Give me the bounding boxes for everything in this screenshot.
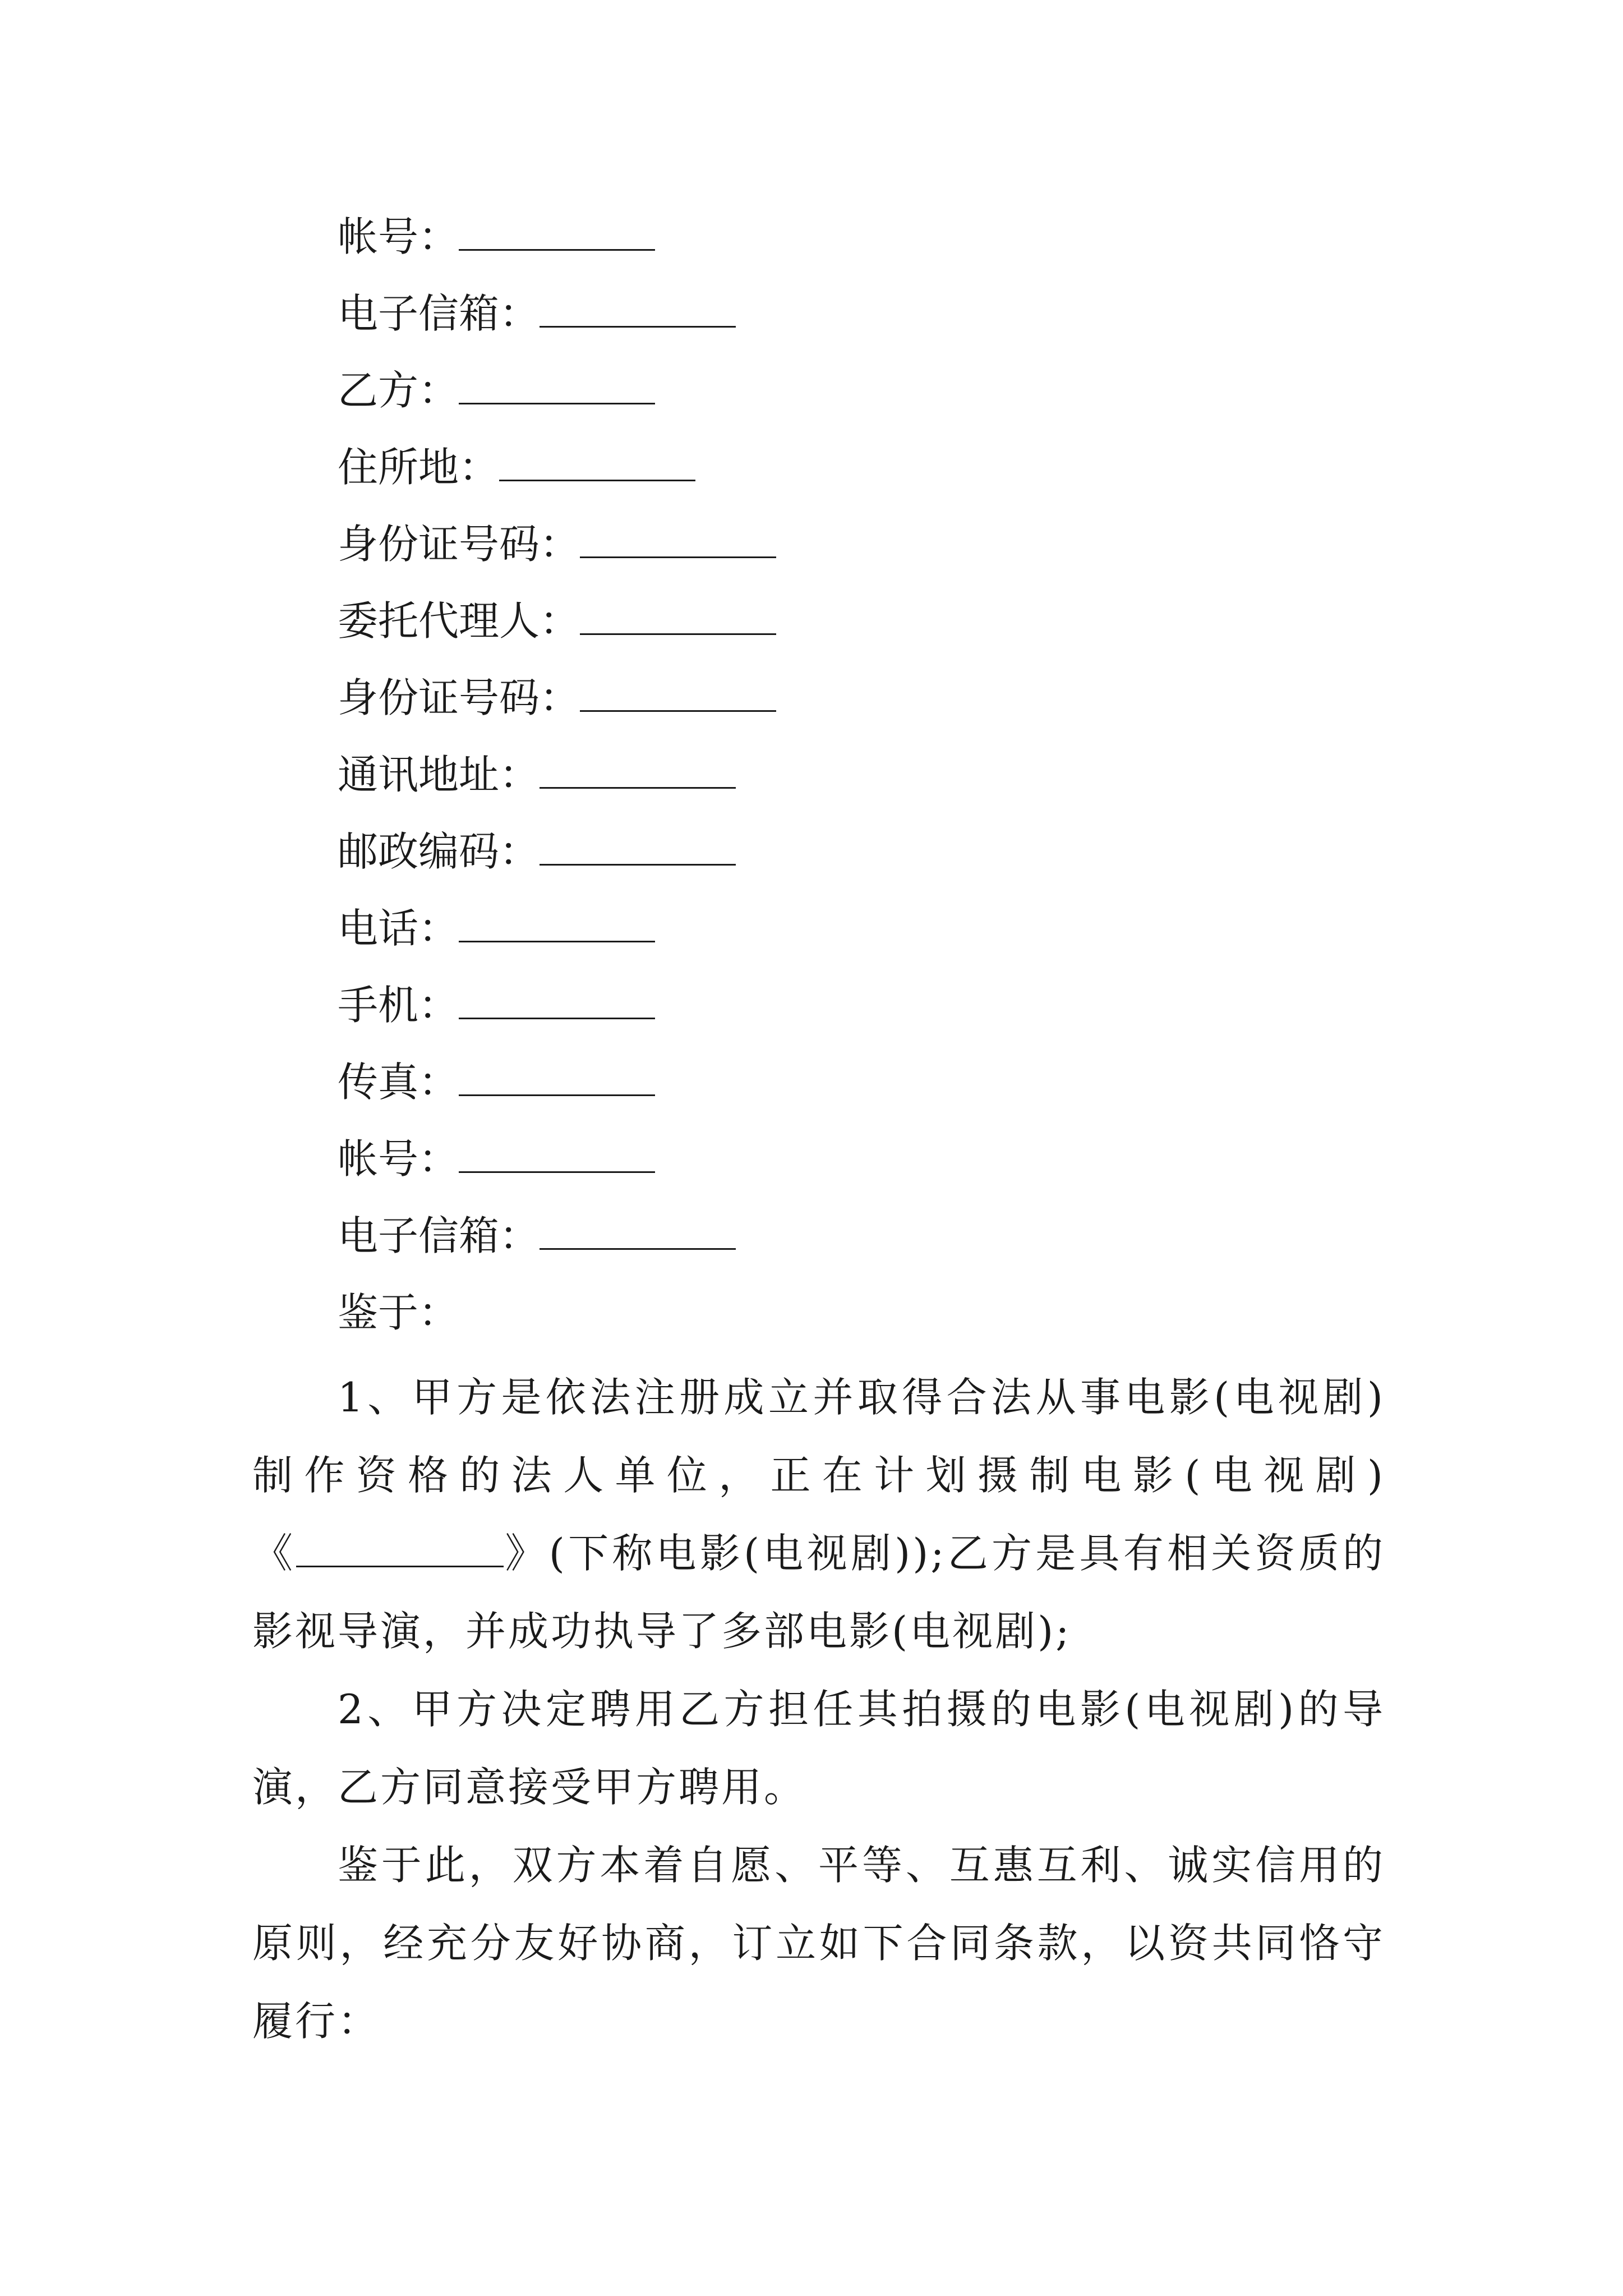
field-phone (338, 900, 655, 956)
field-label: 电子信箱： (338, 290, 540, 337)
field-account-2 (338, 1131, 655, 1187)
book-title-open: 《 (252, 1530, 297, 1577)
clause-2 (252, 1671, 1385, 1826)
field-label: 通讯地址： (338, 751, 540, 798)
fill-in-blank[interactable] (459, 1138, 655, 1173)
fill-in-blank[interactable] (459, 215, 655, 251)
fill-in-blank[interactable] (580, 523, 776, 558)
field-label: 身份证号码： (338, 674, 580, 721)
field-label: 乙方： (338, 367, 459, 414)
clause-2-line-1: 2、甲方决定聘用乙方担任其拍摄的电影(电视剧)的导 (338, 1686, 1385, 1733)
conclusion-line-1: 鉴于此，双方本着自愿、平等、互惠互利、诚实信用的 (338, 1842, 1385, 1889)
fill-in-blank[interactable] (580, 677, 776, 712)
field-mailing-address (338, 747, 736, 803)
fill-in-blank[interactable] (580, 600, 776, 635)
whereas-heading (338, 1285, 459, 1341)
fill-in-blank[interactable] (540, 1214, 736, 1250)
field-email-1 (338, 286, 736, 342)
field-fax (338, 1054, 655, 1110)
field-party-b (338, 362, 655, 418)
conclusion (252, 1826, 1385, 2060)
field-postal-code (338, 823, 736, 880)
clause-1-line-2: 制作资格的法人单位，正在计划摄制电影(电视剧) (252, 1452, 1385, 1499)
clause-1-line-1: 1、甲方是依法注册成立并取得合法从事电影(电视剧) (338, 1374, 1385, 1421)
field-id-number-1 (338, 516, 776, 572)
field-label: 住所地： (338, 444, 500, 491)
field-label: 帐号： (338, 213, 459, 260)
fill-in-blank[interactable] (540, 292, 736, 328)
fill-in-blank[interactable] (459, 1061, 655, 1096)
fill-in-blank[interactable] (459, 984, 655, 1019)
field-email-2 (338, 1208, 736, 1264)
field-account-1 (338, 209, 655, 265)
whereas-label: 鉴于： (338, 1289, 459, 1336)
field-label: 手机： (338, 982, 459, 1029)
fill-in-blank[interactable] (459, 907, 655, 942)
clause-1 (252, 1359, 1385, 1671)
book-title-rest: 》(下称电影(电视剧));乙方是具有相关资质的 (504, 1530, 1385, 1577)
clause-1-line-3 (252, 1515, 1385, 1593)
field-label: 身份证号码： (338, 521, 580, 568)
field-domicile (338, 439, 695, 495)
fill-in-blank[interactable] (540, 753, 736, 789)
conclusion-line-2: 原则，经充分友好协商，订立如下合同条款，以资共同恪守 (252, 1920, 1385, 1967)
field-label: 传真： (338, 1059, 459, 1106)
field-id-number-2 (338, 670, 776, 726)
field-mobile (338, 977, 655, 1033)
conclusion-line-3: 履行： (252, 1998, 381, 2045)
fill-in-blank[interactable] (499, 446, 695, 481)
fill-in-blank[interactable] (540, 830, 736, 866)
field-label: 委托代理人： (338, 597, 580, 645)
clause-2-line-2: 演，乙方同意接受甲方聘用。 (252, 1764, 807, 1811)
field-agent (338, 593, 776, 649)
field-label: 帐号： (338, 1135, 459, 1182)
field-label: 电话： (338, 905, 459, 952)
clause-1-line-4: 影视导演，并成功执导了多部电影(电视剧); (252, 1608, 1072, 1655)
field-label: 邮政编码： (338, 828, 540, 875)
field-label: 电子信箱： (338, 1212, 540, 1259)
fill-in-blank[interactable] (459, 369, 655, 404)
film-title-blank[interactable] (296, 1532, 504, 1567)
